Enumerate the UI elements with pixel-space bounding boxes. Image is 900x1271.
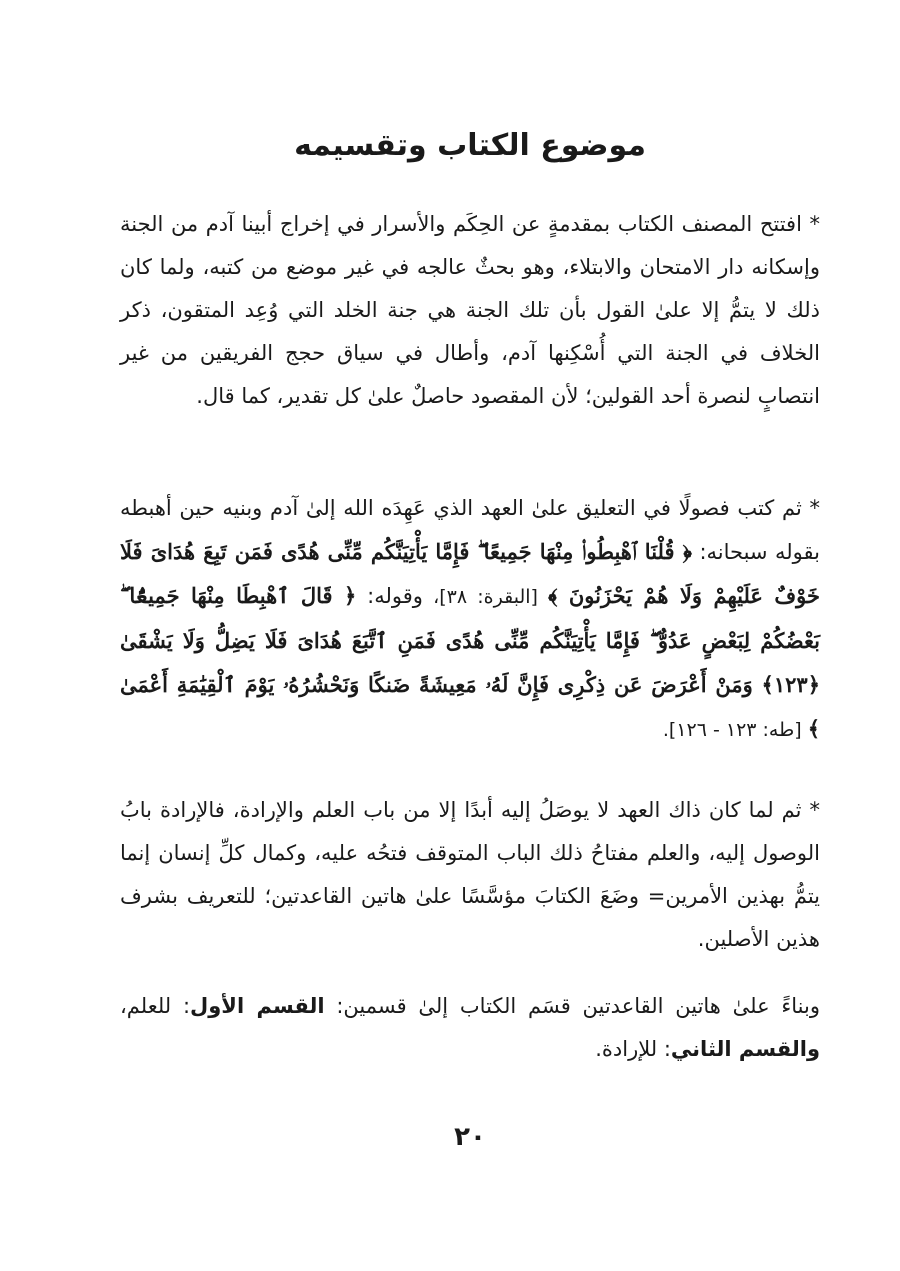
first-part-label: القسم الأول <box>190 994 325 1018</box>
second-part-label: والقسم الثاني <box>670 1037 820 1061</box>
section-title: موضوع الكتاب وتقسيمه <box>294 128 646 163</box>
first-part-text: : للعلم، <box>120 994 191 1018</box>
quran-verse-taha: ﴿ قَالَ ٱهْبِطَا مِنْهَا جَمِيعًۢا ۖ بَعْضُكُمْ لِبَعْضٍ عَدُوٌّ ۖ فَإِمَّا يَأْتِيَنَّكُم مِّنِّى هُدًى فَمَنِ ٱتَّبَعَ هُدَاىَ فَلَا يَضِلُّ وَلَا يَشْقَىٰ ﴿١٢٣﴾ وَمَنْ أَعْرَضَ عَن ذِكْرِى فَإِنَّ لَهُۥ مَعِيشَةً ضَنكًا وَنَحْشُرُهُۥ يَوْمَ ٱلْقِيَٰمَةِ أَعْمَىٰ ﴾ <box>120 583 820 741</box>
second-part-text: : للإرادة. <box>595 1037 671 1061</box>
covenant-intro-text: * ثم كتب فصولًا في التعليق علىٰ العهد الذي عَهِدَه الله إلىٰ آدم وبنيه حين أهبطه بقوله سبحانه: <box>120 496 821 564</box>
paragraph-knowledge-will: * ثم لما كان ذاك العهد لا يوصَلُ إليه أبدًا إلا من باب العلم والإرادة، فالإرادة بابُ الوصول إليه، والعلم مفتاحُ ذلك الباب المتوقف فتحُه عليه، وكمال كلِّ إنسان إنما يتمُّ بهذين الأمرين= وضَعَ الكتابَ مؤسَّسًا علىٰ هاتين القاعدتين؛ للتعريف بشرف هذين الأصلين. <box>120 798 820 951</box>
paragraph-covenant <box>120 487 820 752</box>
covenant-mid-text: وقوله: <box>356 584 423 608</box>
division-intro-text: وبناءً علىٰ هاتين القاعدتين قسَم الكتاب إلىٰ قسمين: <box>324 994 820 1018</box>
paragraph-intro: * افتتح المصنف الكتاب بمقدمةٍ عن الحِكَم والأسرار في إخراج أبينا آدم من الجنة وإسكانه دار الامتحان والابتلاء، وهو بحثٌ عالجه في غير موضع من كتبه، ولما كان ذلك لا يتمُّ إلا علىٰ القول بأن تلك الجنة هي جنة الخلد التي وُعِد المتقون، ذكر الخلاف في الجنة التي أُسْكِنها آدم، وأطال في سياق حجج الفريقين من غير انتصابٍ لنصرة أحد القولين؛ لأن المقصود حاصلٌ علىٰ كل تقدير، كما قال. <box>120 212 820 408</box>
page-number: ٢٠ <box>454 1122 486 1152</box>
book-page <box>120 0 820 1271</box>
verse-reference-taha: [طه: ١٢٣ - ١٢٦]. <box>662 719 808 741</box>
verse-reference-baqarah: [البقرة: ٣٨]، <box>422 586 549 608</box>
quran-verse-baqarah: ﴿ قُلْنَا ٱهْبِطُوا۟ مِنْهَا جَمِيعًا ۖ فَإِمَّا يَأْتِيَنَّكُم مِّنِّى هُدًى فَمَن تَبِعَ هُدَاىَ فَلَا خَوْفٌ عَلَيْهِمْ وَلَا هُمْ يَحْزَنُونَ ﴾ <box>120 539 821 608</box>
paragraph-division <box>120 985 820 1071</box>
